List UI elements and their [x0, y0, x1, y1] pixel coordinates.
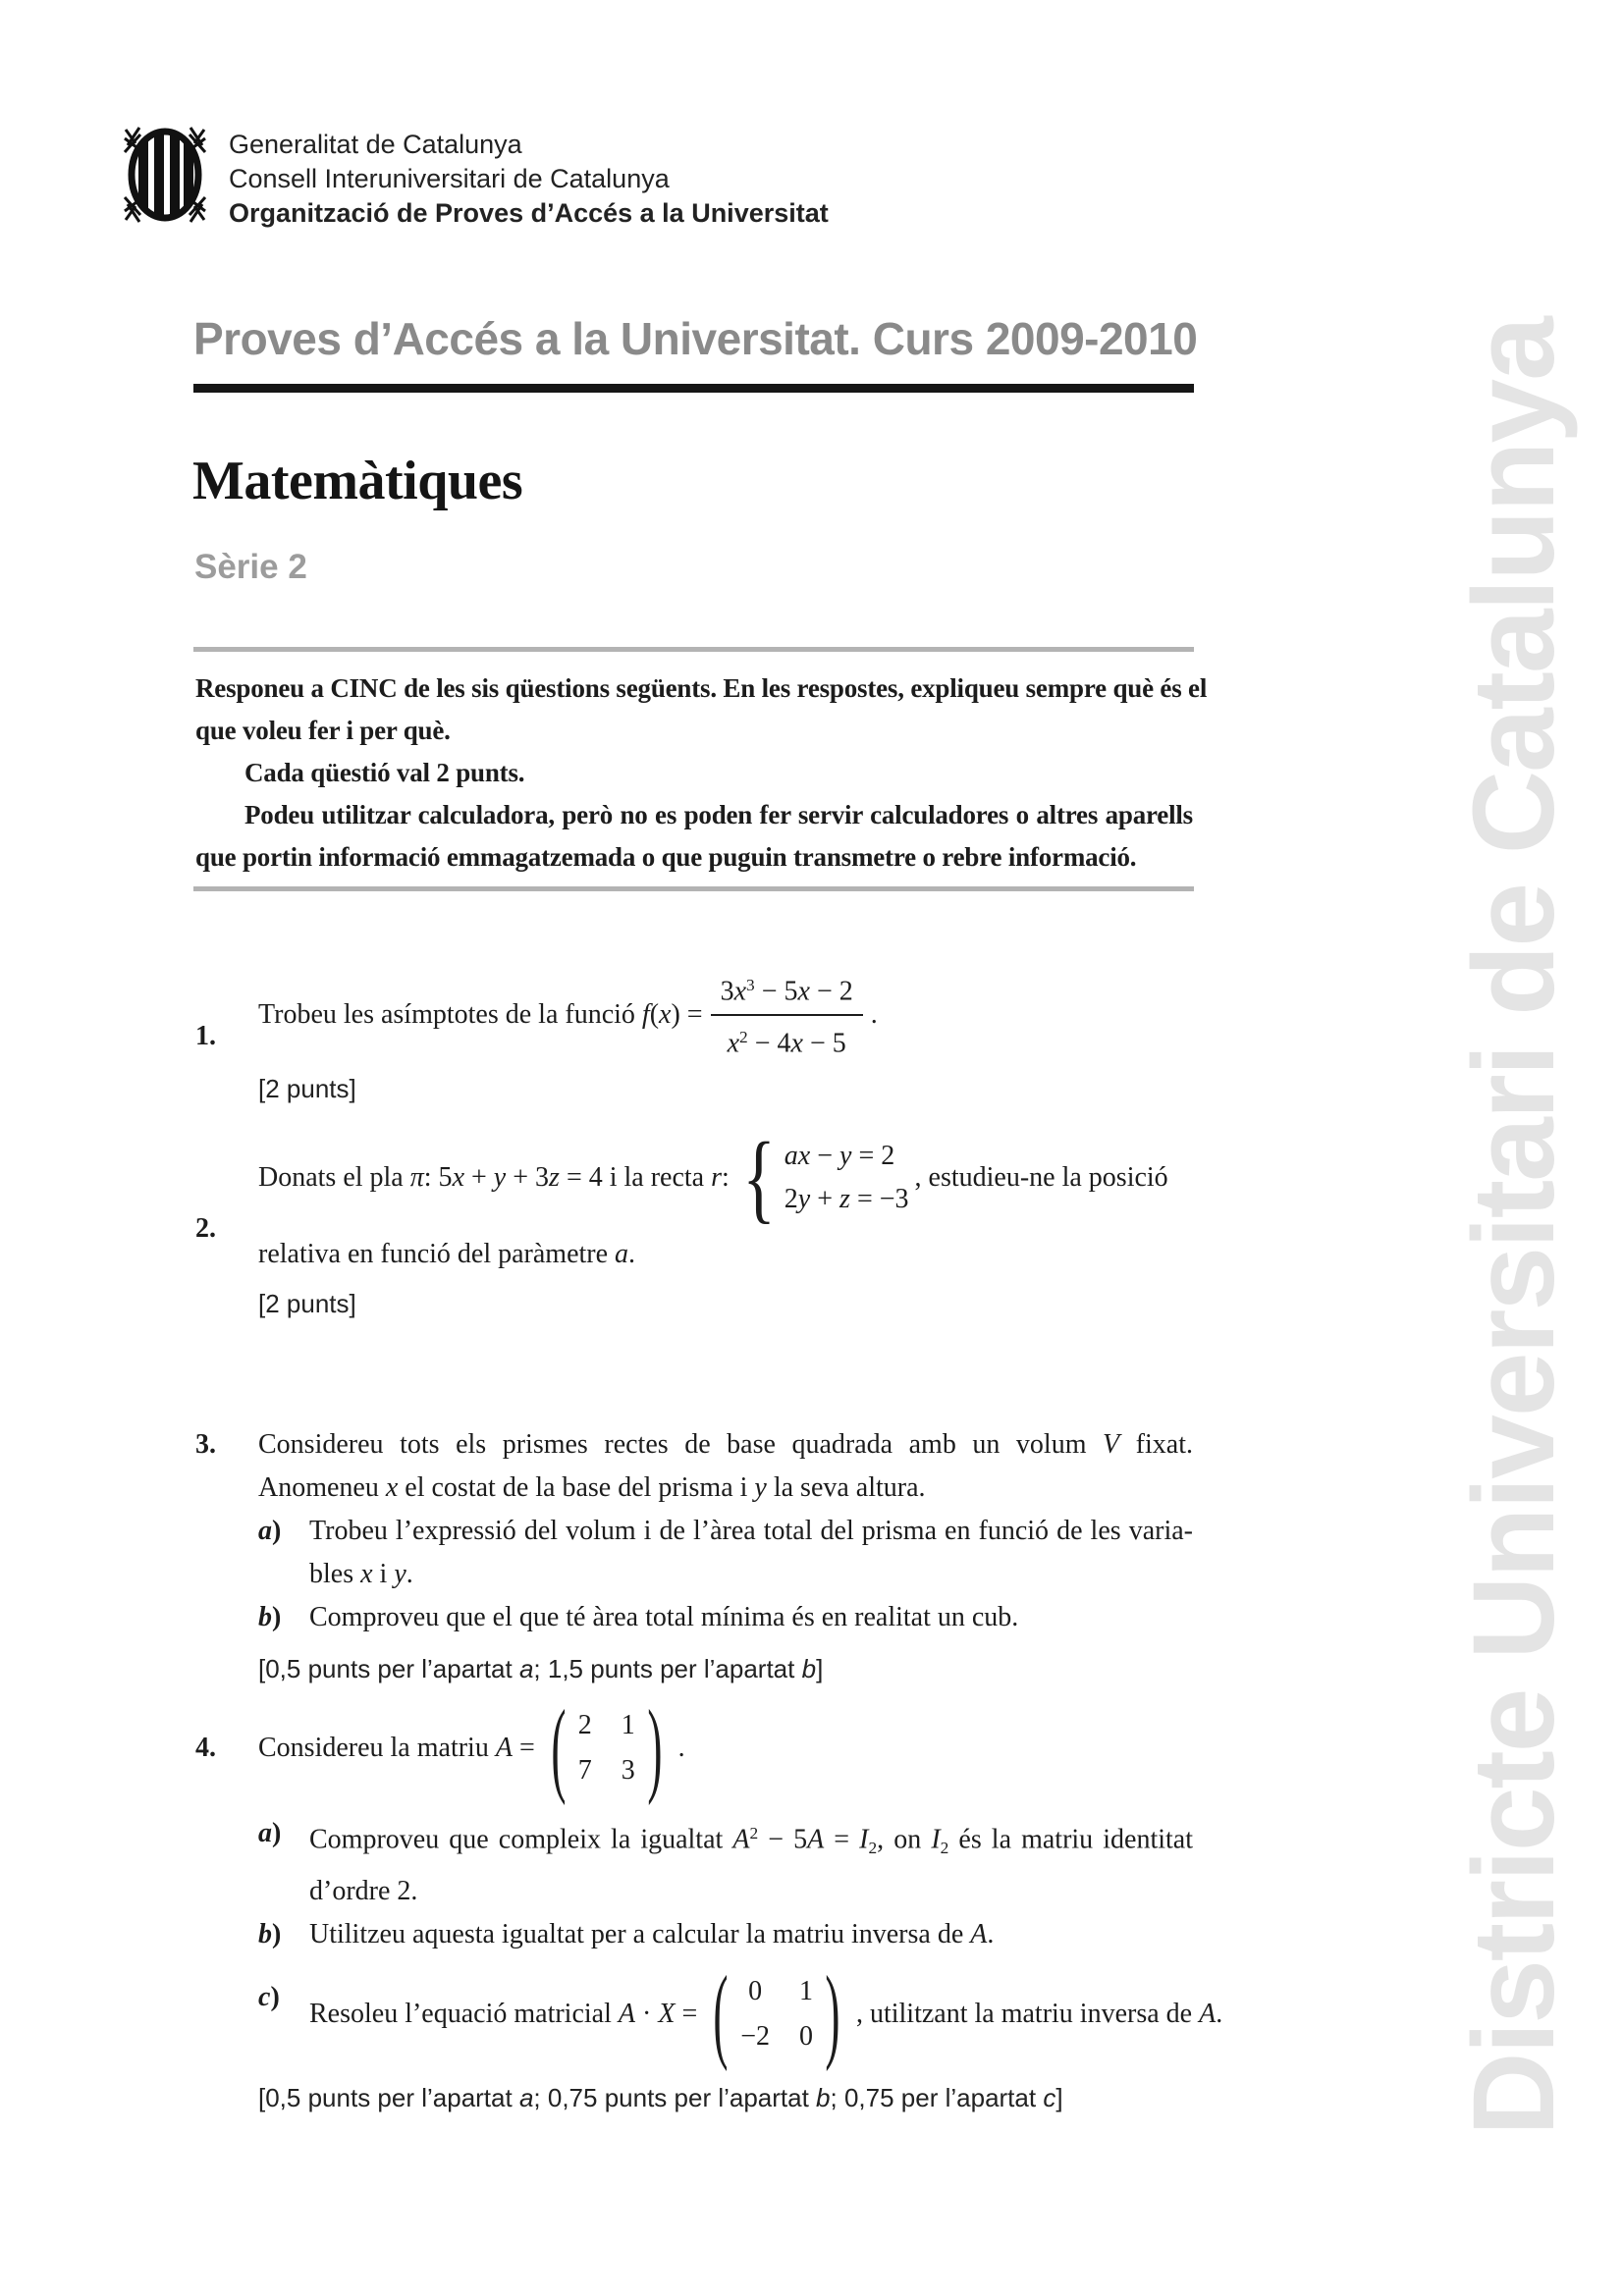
page-title: Proves d’Accés a la Universitat. Curs 2009-2010: [193, 313, 1198, 364]
q1-period: .: [870, 998, 878, 1030]
item-marker-b: b): [258, 1918, 282, 1949]
question-number: 4.: [195, 1733, 216, 1763]
system-equation-2: 2y + z = −3: [784, 1184, 909, 1214]
q4c-text: Resoleu l’equació matricial A · X =: [309, 1998, 698, 2029]
instructions-line: que portin informació emmagatzemada o que puguin transmetre o rebre informació.: [195, 842, 1137, 872]
matrix-a: [541, 1689, 673, 1807]
senyera-oval-icon: [122, 124, 208, 226]
question-3-line-2: Anomeneu x el costat de la base del prisma i y la seva altura.: [258, 1472, 926, 1503]
fraction: [711, 966, 863, 1063]
item-a-line-2: d’ordre 2.: [309, 1875, 418, 1906]
question-number: 2.: [195, 1213, 216, 1244]
question-1: [195, 966, 1193, 1106]
matrix-cell: 1: [799, 1975, 813, 2006]
matrix-cell: 7: [577, 1755, 592, 1786]
header-line-consell: Consell Interuniversitari de Catalunya: [229, 164, 670, 193]
header-line-generalitat: Generalitat de Catalunya: [229, 130, 522, 159]
points-note: [2 punts]: [258, 1289, 356, 1318]
instructions-line: Responeu a CINC de les sis qüestions següents. En les respostes, expliqueu sempre què és el: [195, 673, 1208, 703]
question-3: [195, 1423, 1193, 1686]
item-b-line-1: Comproveu que el que té àrea total mínima és en realitat un cub.: [309, 1602, 1019, 1632]
matrix-cell: 3: [621, 1755, 635, 1786]
question-number: 3.: [195, 1429, 216, 1460]
matrix-cell: −2: [740, 2020, 770, 2052]
item-a-line-2: bles x i y.: [309, 1559, 413, 1589]
instructions-rule-bottom: [193, 886, 1194, 891]
points-note: [0,5 punts per l’apartat a; 1,5 punts per l’apartat b]: [258, 1654, 824, 1683]
left-paren: (: [551, 1689, 567, 1807]
question-4-statement: [258, 1689, 1193, 1807]
fraction-denominator: $x^2 - 4x - 5$: [727, 1027, 846, 1059]
item-marker-a: a): [258, 1516, 282, 1546]
instructions-block: [195, 667, 1208, 879]
instructions-line: Cada qüestió val 2 punts.: [244, 758, 525, 787]
question-4: [195, 1689, 1223, 2115]
q4c-text-after: , utilitzant la matriu inversa de A.: [855, 1998, 1223, 2029]
matrix-cell: 1: [621, 1710, 635, 1740]
title-rule: [193, 384, 1194, 393]
matrix-cell: 0: [799, 2020, 813, 2052]
question-1-statement: [258, 966, 1193, 1063]
question-3-line-1: Considereu tots els prismes rectes de base quadrada amb un volum V fixat.: [258, 1429, 1193, 1460]
points-note: [2 punts]: [258, 1074, 356, 1104]
q1-text: Trobeu les asímptotes de la funció f(x) =: [258, 998, 703, 1030]
header-org-block: [229, 128, 829, 231]
question-2-line-2: relativa en funció del paràmetre a.: [258, 1239, 636, 1269]
question-2: [195, 1121, 1193, 1321]
matrix-cell: 0: [748, 1975, 763, 2006]
item-marker-b: b): [258, 1602, 282, 1632]
q2-text: Donats el pla π: 5x + y + 3z = 4 i la recta r:: [258, 1162, 730, 1193]
q4-text: Considereu la matriu A =: [258, 1733, 535, 1763]
question-2-statement: [258, 1121, 1193, 1234]
item-a-line-1: Comproveu que compleix la igualtat $A^2 - 5A = I2$, on I2 és la matriu identitat: [309, 1824, 1194, 1857]
matrix-cell: 2: [577, 1710, 592, 1740]
header-line-organitzacio: Organització de Proves d’Accés a la Universitat: [229, 198, 829, 228]
equation-system: [735, 1121, 909, 1234]
question-number: 1.: [195, 1020, 216, 1051]
series-label: Sèrie 2: [194, 548, 307, 586]
q4-period: .: [677, 1733, 685, 1763]
fraction-numerator: $3x^3 - 5x - 2$: [711, 966, 863, 1016]
matrix-c: [703, 1954, 850, 2072]
item-marker-a: a): [258, 1818, 282, 1848]
watermark-text: Districte Universitari de Catalunya: [1449, 318, 1579, 2136]
instructions-line: que voleu fer i per què.: [195, 716, 451, 745]
system-equation-1: ax − y = 2: [784, 1141, 895, 1171]
points-note: [0,5 punts per l’apartat a; 0,75 punts per l’apartat b; 0,75 per l’apartat c]: [258, 2082, 1063, 2112]
item-c-line-1: [309, 1954, 1223, 2072]
instructions-line: Podeu utilitzar calculadora, però no es poden fer servir calculadores o altres aparells: [244, 800, 1193, 829]
item-a-line-1: Trobeu l’expressió del volum i de l’àrea total del prisma en funció de les varia-: [309, 1516, 1193, 1546]
instructions-rule-top: [193, 647, 1194, 652]
right-paren: ): [647, 1689, 663, 1807]
q2-text-after: , estudieu-ne la posició: [914, 1162, 1168, 1193]
subject-title: Matemàtiques: [192, 451, 523, 511]
left-brace: {: [741, 1121, 776, 1234]
generalitat-logo: [122, 124, 208, 231]
item-b-line-1: Utilitzeu aquesta igualtat per a calcular la matriu inversa de A.: [309, 1918, 995, 1949]
item-marker-c: c): [258, 1981, 280, 2012]
right-paren: ): [825, 1954, 840, 2072]
left-paren: (: [713, 1954, 729, 2072]
